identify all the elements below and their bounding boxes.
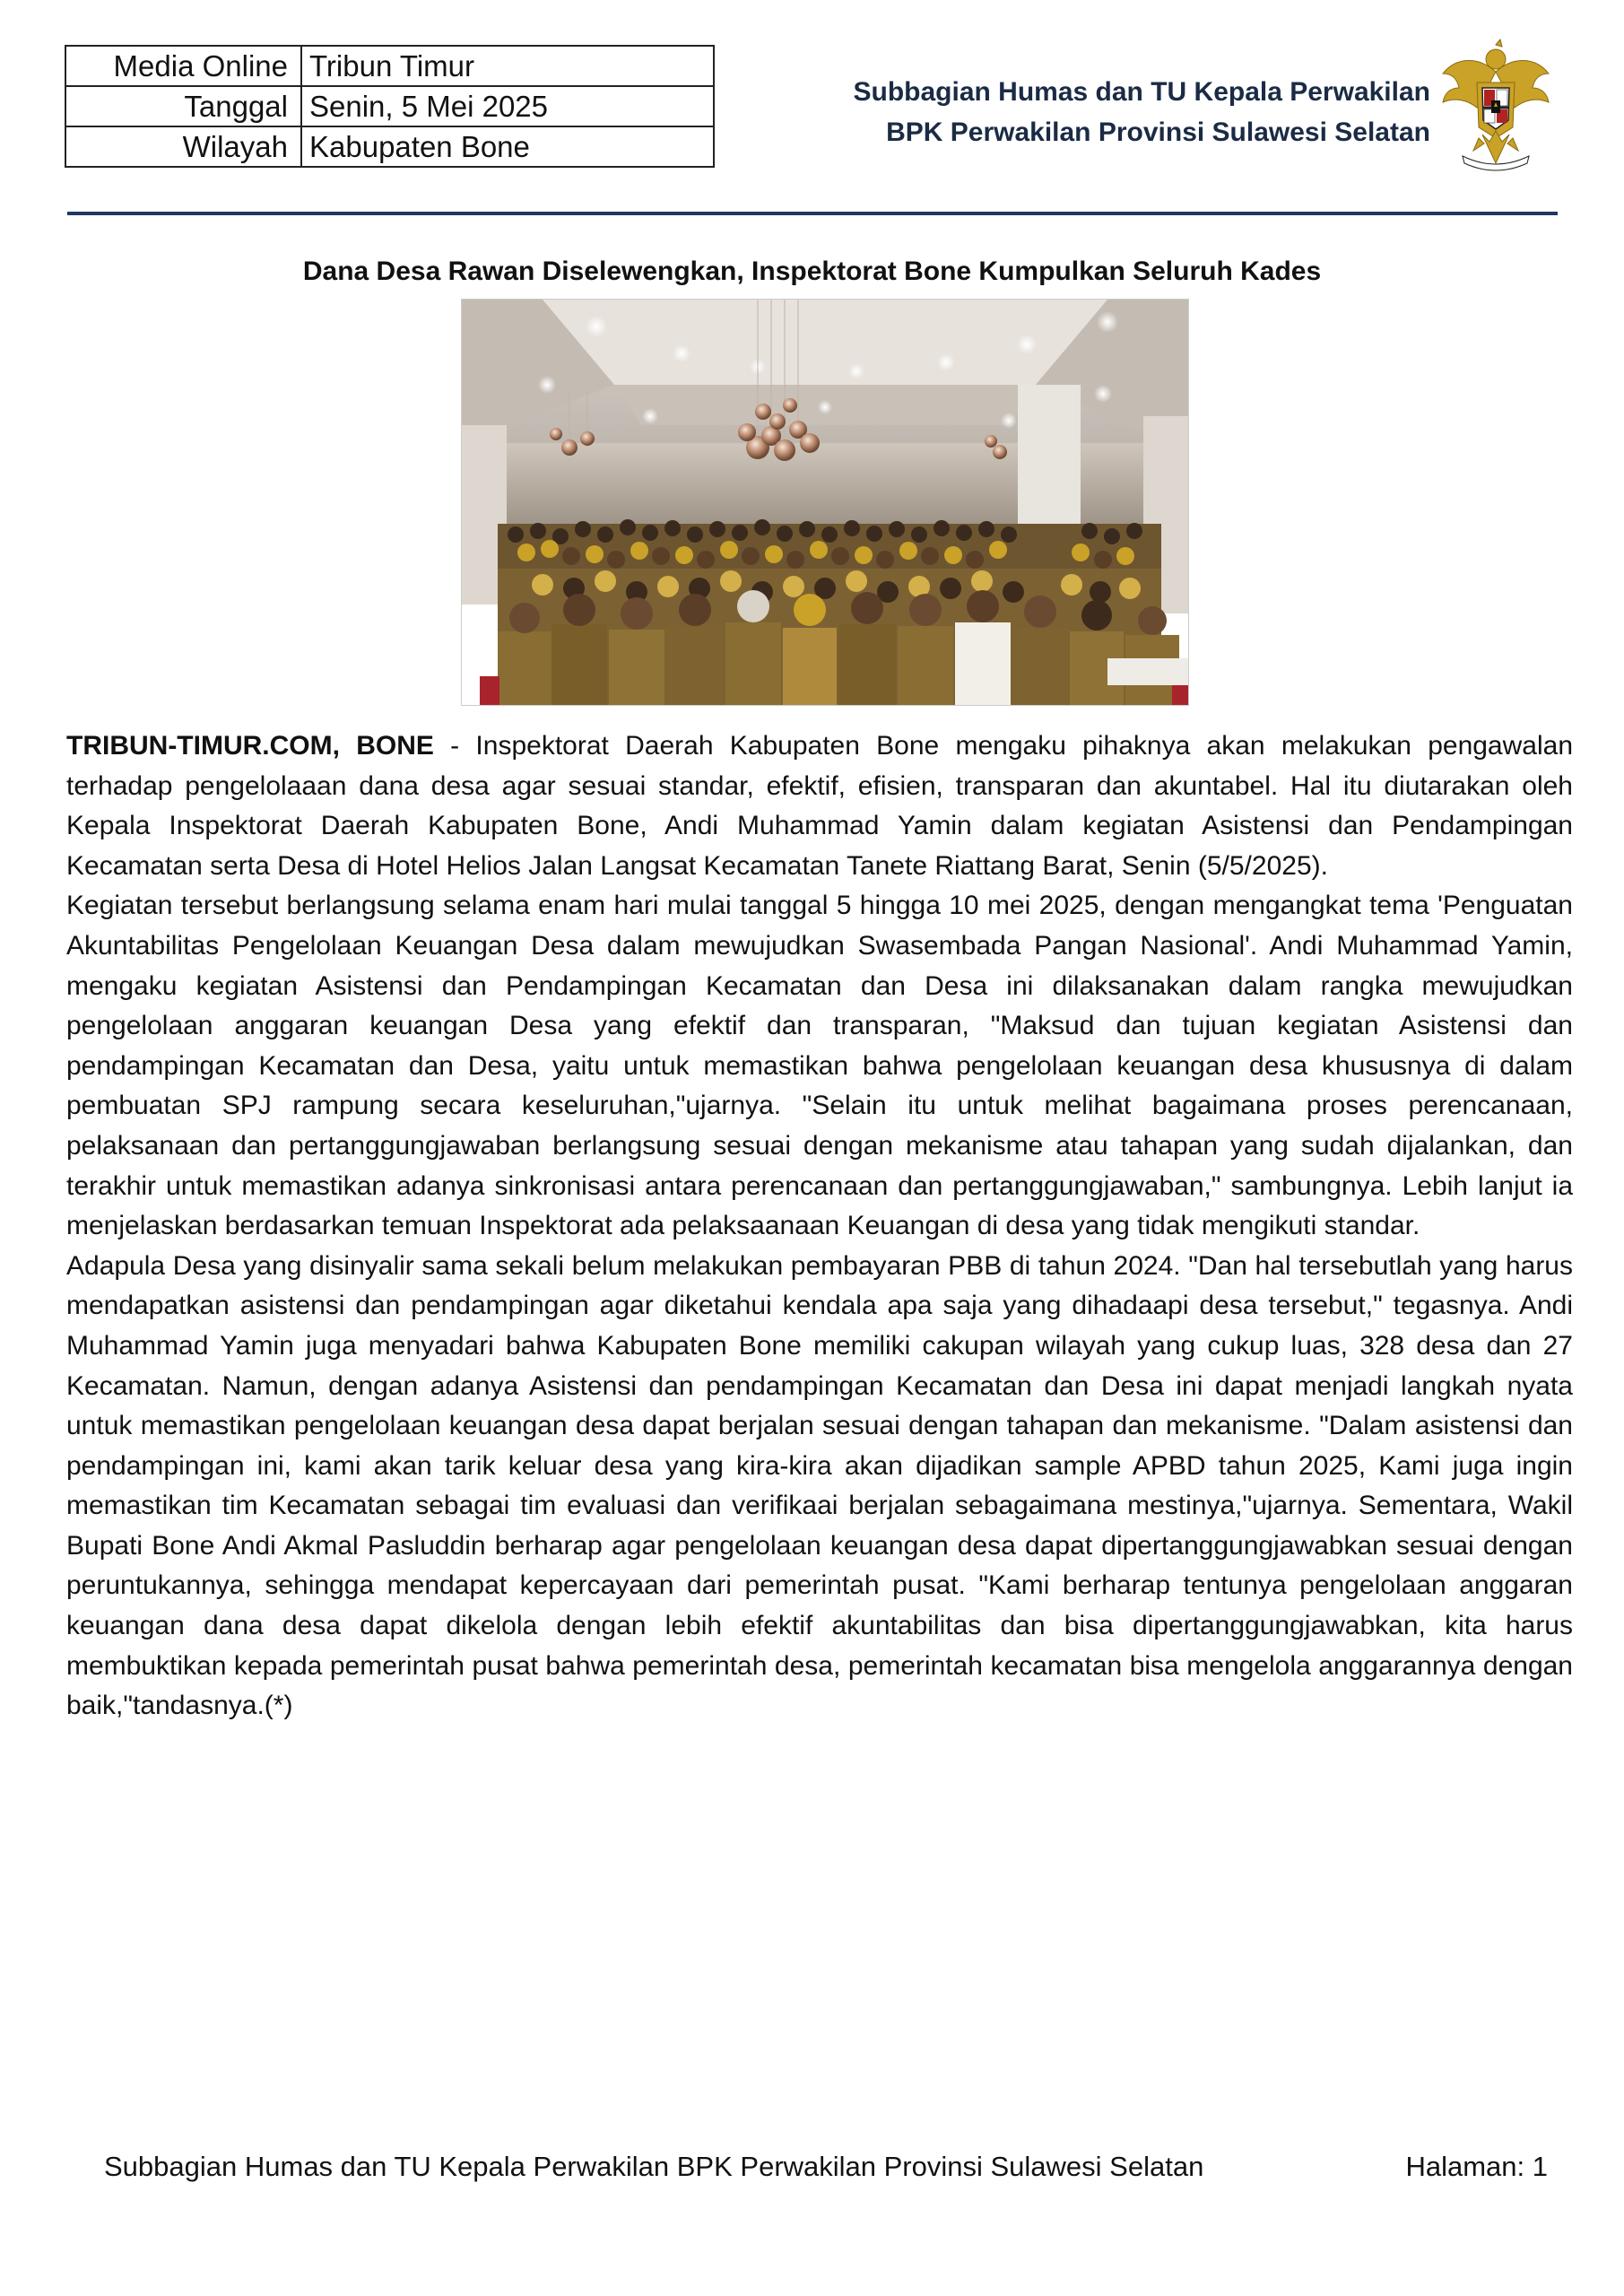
paragraph-2: Kegiatan tersebut berlangsung selama enam hari mulai tanggal 5 hingga 10 mei 2025, dengan mengangkat tema 'Penguatan Akuntabilitas Pengelolaan Keuangan Desa dalam mewujudkan Swasembada Pangan Nasional'. Andi Muhammad Yamin, mengaku kegiatan Asistensi dan Pendampingan Kecamatan dan Desa ini dilaksanakan dalam rangka mewujudkan pengelolaan anggaran keuangan Desa yang efektif dan transparan, "Maksud dan tujuan kegiatan Asistensi dan pendampingan Kecamatan dan Desa, yaitu untuk memastikan bahwa pengelolaan keuangan desa khususnya di dalam pembuatan SPJ rampung secara keseluruhan,"ujarnya. "Selain itu untuk melihat bagaimana proses perencanaan, pelaksanaan dan pertanggungjawaban berlangsung sesuai dengan mekanisme atau tahapan yang sudah dijalankan, dan terakhir untuk memastikan adanya sinkronisasi antara perencanaan dan pertanggungjawaban," sambungnya. Lebih lanjut ia menjelaskan berdasarkan temuan Inspektorat ada pelaksaanaan Keuangan di desa yang tidak mengikuti standar.: [66, 891, 1573, 1241]
paragraph-3: Adapula Desa yang disinyalir sama sekali belum melakukan pembayaran PBB di tahun 2024. "Dan hal tersebutlah yang harus mendapatkan asistensi dan pendampingan agar diketahui kendala apa saja yang dihadaapi desa tersebut," tegasnya. Andi Muhammad Yamin juga menyadari bahwa Kabupaten Bone memiliki cakupan wilayah yang cukup luas, 328 desa dan 27 Kecamatan. Namun, dengan adanya Asistensi dan pendampingan Kecamatan dan Desa ini dapat menjadi langkah nyata untuk memastikan pengelolaan keuangan desa dapat berjalan sesuai dengan tahapan dan mekanisme. "Dalam asistensi dan pendampingan ini, kami akan tarik keluar desa yang kira-kira akan dijadikan sample APBD tahun 2025, Kami juga ingin memastikan tim Kecamatan sebagai tim evaluasi dan verifikaai berjalan sebagaimana mestinya,"ujarnya. Sementara, Wakil Bupati Bone Andi Akmal Pasluddin berharap agar pengelolaan keuangan desa dapat dipertanggungjawabkan sesuai dengan peruntukannya, sehingga mendapat kepercayaan dari pemerintah pusat. "Kami berharap tentunya pengelolaan anggaran keuangan dana desa dapat dikelola dengan lebih efektif akuntabilitas dan bisa dipertanggungjawabkan, kita harus membuktikan kepada pemerintah pusat bahwa pemerintah desa, pemerintah kecamatan bisa mengelola anggarannya dengan baik,"tandasnya.(*): [66, 1250, 1573, 1721]
paragraph-1: [66, 726, 1573, 886]
media-value: Tribun Timur: [301, 46, 714, 86]
media-row: [65, 46, 714, 86]
region-value: Kabupaten Bone: [301, 126, 714, 167]
header-divider: [67, 212, 1558, 215]
date-label: Tanggal: [65, 86, 301, 126]
agency-title: [853, 72, 1430, 152]
dateline: TRIBUN-TIMUR.COM, BONE: [66, 731, 434, 761]
agency-line-1: Subbagian Humas dan TU Kepala Perwakilan: [853, 77, 1430, 107]
media-label: Media Online: [65, 46, 301, 86]
page-number: Halaman: 1: [1405, 2151, 1548, 2182]
group-photo: [462, 300, 1188, 705]
agency-line-2: BPK Perwakilan Provinsi Sulawesi Selatan: [886, 117, 1430, 147]
article-photo: [461, 299, 1189, 706]
article-headline: Dana Desa Rawan Diselewengkan, Inspektorat Bone Kumpulkan Seluruh Kades: [302, 257, 1322, 286]
media-info-table: [65, 45, 715, 168]
region-row: [65, 126, 714, 167]
date-value: Senin, 5 Mei 2025: [301, 86, 714, 126]
garuda-emblem-icon: [1437, 38, 1554, 172]
footer-agency: Subbagian Humas dan TU Kepala Perwakilan BPK Perwakilan Provinsi Sulawesi Selatan: [104, 2151, 1204, 2182]
paragraph-1-text: - Inspektorat Daerah Kabupaten Bone mengaku pihaknya akan melakukan pengawalan terhadap pengelolaaan dana desa agar sesuai standar, efektif, efisien, transparan dan akuntabel. Hal itu diutarakan oleh Kepala Inspektorat Daerah Kabupaten Bone, Andi Muhammad Yamin dalam kegiatan Asistensi dan Pendampingan Kecamatan serta Desa di Hotel Helios Jalan Langsat Kecamatan Tanete Riattang Barat, Senin (5/5/2025).: [66, 731, 1574, 881]
article-body: [66, 726, 1573, 1726]
region-label: Wilayah: [65, 126, 301, 167]
date-row: [65, 86, 714, 126]
